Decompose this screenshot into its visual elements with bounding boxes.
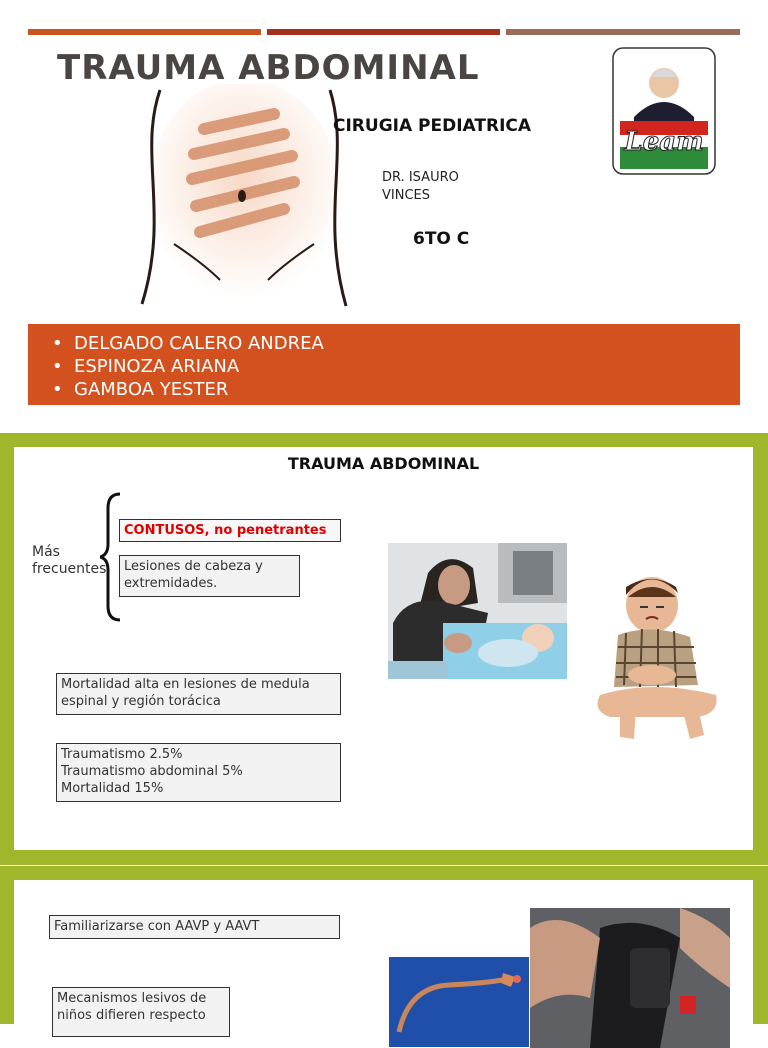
student-name: DELGADO CALERO ANDREA	[74, 333, 324, 354]
top-bar-middle	[267, 29, 500, 35]
familiarizarse-text: Familiarizarse con AAVP y AAVT	[54, 919, 260, 934]
students-banner	[28, 324, 740, 405]
slide-trauma	[0, 433, 768, 865]
mortalidad-text: Mortalidad alta en lesiones de medula espinal y región torácica	[61, 677, 310, 709]
list-item: • ESPINOZA ARIANA	[52, 356, 240, 377]
abdomen-illustration-icon	[134, 84, 352, 312]
student-name: GAMBOA YESTER	[74, 379, 229, 400]
nurse-with-baby-photo	[388, 543, 567, 679]
stats-box	[56, 743, 341, 802]
contusos-box	[119, 519, 341, 542]
top-bar-right	[506, 29, 740, 35]
stat-line: Traumatismo 2.5%	[61, 747, 183, 762]
mortalidad-box	[56, 673, 341, 715]
child-stomach-pain-photo	[590, 567, 724, 749]
stat-line: Mortalidad 15%	[61, 781, 164, 796]
slide-panel	[14, 447, 753, 850]
frequent-label: Más frecuentes	[32, 544, 107, 577]
familiarizarse-box	[49, 915, 340, 939]
lesiones-box	[119, 555, 300, 597]
lesiones-text: Lesiones de cabeza y extremidades.	[124, 559, 263, 591]
stat-line: Traumatismo abdominal 5%	[61, 764, 243, 779]
student-name: ESPINOZA ARIANA	[74, 356, 240, 377]
list-item: • DELGADO CALERO ANDREA	[52, 333, 324, 354]
slide-mechanisms	[0, 866, 768, 1024]
mecanismos-text: Mecanismos lesivos de niños difieren respecto	[57, 991, 207, 1023]
course-label: 6TO C	[413, 229, 470, 249]
seatbelt-photo	[530, 908, 730, 1048]
contusos-text: CONTUSOS, no penetrantes	[124, 523, 327, 538]
list-item: • GAMBOA YESTER	[52, 379, 229, 400]
slide-panel	[14, 880, 753, 1040]
doctor-name: DR. ISAURO VINCES	[382, 170, 459, 203]
mecanismos-box	[52, 987, 230, 1037]
catheter-photo	[389, 957, 529, 1047]
top-bar-left	[28, 29, 261, 35]
subtitle: CIRUGIA PEDIATRICA	[333, 116, 532, 136]
university-logo-icon	[612, 47, 716, 175]
page-title: TRAUMA ABDOMINAL	[57, 48, 480, 88]
slide-title	[0, 0, 768, 432]
logo-text: Leam	[624, 127, 704, 157]
slide-heading: TRAUMA ABDOMINAL	[287, 454, 480, 473]
students-list	[28, 324, 740, 401]
